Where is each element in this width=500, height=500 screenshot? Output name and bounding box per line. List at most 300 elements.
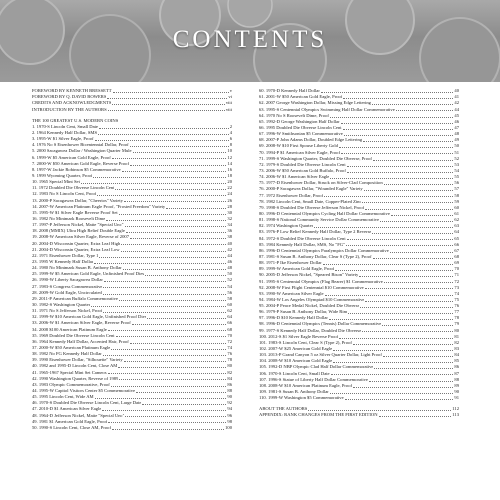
toc-entry-page: 50 — [227, 271, 232, 277]
toc-entry-page: 6 — [229, 136, 232, 142]
toc-entry-title: 72. 1979-S Doubled Die Obverse Lincoln Cent — [259, 161, 346, 167]
dot-leader — [126, 232, 227, 233]
toc-entry-page: 69 — [454, 260, 459, 266]
toc-entry-title: 27. 1983-S Congress Commemorative — [32, 283, 103, 289]
toc-entry-page: 80 — [454, 327, 459, 333]
toc-entry-page: 57 — [454, 186, 459, 192]
dot-leader — [130, 343, 227, 344]
toc-entry-title: 71. 1999-S Washington Quarter, Doubled Die Obverse, Proof — [259, 155, 372, 161]
toc-entry-page: viii — [225, 106, 232, 112]
dot-leader — [93, 177, 226, 178]
toc-entry-title: 109. 1981-S Susan B. Anthony Dollar — [259, 389, 329, 395]
dot-leader — [113, 92, 229, 93]
dot-leader — [383, 356, 454, 357]
dot-leader — [362, 202, 453, 203]
toc-entry-page: 76 — [227, 351, 232, 357]
toc-entry-page: 94 — [227, 406, 232, 412]
toc-entry-page: 92 — [227, 400, 232, 406]
dot-leader — [396, 110, 454, 111]
dot-leader — [94, 263, 226, 264]
dot-leader — [348, 313, 453, 314]
toc-entry-page: 45 — [454, 112, 459, 118]
dot-leader — [314, 227, 453, 228]
toc-entry-title: 36. 1964 Kennedy Half Dollar, Accented Hair, Proof — [32, 338, 129, 344]
dot-leader — [372, 104, 453, 105]
toc-entry-title: 4. 1976 No S Eisenhower Bicentennial Dollar, Proof — [32, 142, 129, 148]
dot-leader — [353, 344, 453, 345]
dot-leader — [119, 300, 226, 301]
dot-leader — [330, 117, 453, 118]
toc-entry-title: 85. 1984 Kennedy Half Dollar, SMS, No "FG" — [259, 241, 345, 247]
dot-leader — [321, 92, 454, 93]
dot-leader — [346, 245, 453, 246]
toc-entry-title: 25. 1999-W $5 American Gold Eagle, Unfinished Proof Dies — [32, 271, 145, 277]
dot-leader — [142, 404, 226, 405]
dot-leader — [107, 98, 227, 99]
toc-entry-title: 96. 1979-P Susan B. Anthony Dollar, Wide Rim — [259, 309, 348, 315]
toc-entry-page: 84 — [454, 352, 459, 358]
dot-leader — [341, 123, 454, 124]
toc-entry-page: 73 — [454, 284, 459, 290]
toc-entry-page: 48 — [454, 131, 459, 137]
toc-entry-title: 101. 1983-S Lincoln Cent, Clear S (Type 2), Proof — [259, 339, 352, 345]
toc-entry-title: 18. 2008 (MMIX) Ultra High Relief Double Eagle — [32, 228, 125, 234]
toc-entry-page: 66 — [227, 320, 232, 326]
toc-entry-title: 60. 1970-D Kennedy Half Dollar — [259, 88, 320, 94]
toc-entry-title: 33. 2006-W $1 American Silver Eagle, Reverse Proof — [32, 320, 131, 326]
toc-entry-title: 26. 1990-W Liberty Sacagawea Dollar — [32, 277, 103, 283]
toc-entry-page: 41 — [454, 94, 459, 100]
toc-entry-page: 63 — [454, 223, 459, 229]
dot-leader — [359, 276, 453, 277]
dot-leader — [97, 195, 226, 196]
toc-entry-title: 13. 2000-P Sacagawea Dollar, "Cheerios" Variety — [32, 197, 123, 203]
toc-entry-title: 83. 1976-P Low Relief Kennedy Half Dollar, Type 2 Reverse — [259, 229, 372, 235]
toc-entry-page: 14 — [227, 160, 232, 166]
toc-entry-page: 47 — [454, 124, 459, 130]
toc-entry-page: 46 — [454, 118, 459, 124]
dot-leader — [136, 392, 226, 393]
toc-entry-title: 42. 1990 Washington Quarter, Reverse of 1989 — [32, 375, 119, 381]
toc-entry-page: 44 — [227, 252, 232, 258]
toc-entry-page: 84 — [227, 375, 232, 381]
toc-entry-page: v — [229, 88, 232, 94]
toc-entry-title: 94. 1984-W Los Angeles Olympiad $10 Commemorative — [259, 296, 365, 302]
dot-leader — [108, 330, 227, 331]
toc-entry-page: 96 — [227, 412, 232, 418]
toc-entry-title: 106. 1970-S Lincoln Cent, Small Date — [259, 370, 330, 376]
toc-entry-page: 16 — [227, 166, 232, 172]
toc-entry-title: 64. 1970 No S Roosevelt Dime, Proof — [259, 112, 329, 118]
dot-leader — [124, 361, 227, 362]
toc-entry-page: 10 — [227, 148, 232, 154]
toc-entry-title: 77. 1972 Eisenhower Dollar, Proof — [259, 192, 324, 198]
dot-leader — [323, 264, 454, 265]
toc-entry-title: 81. 1998-S National Community Service Dollar Commemorative — [259, 217, 380, 223]
dot-leader — [99, 128, 229, 129]
toc-entry-title: FOREWORD BY KENNETH BRESSETT — [32, 88, 112, 94]
dot-leader — [347, 239, 454, 240]
toc-entry-title: 66. 1995 Doubled Die Obverse Lincoln Cent — [259, 124, 342, 130]
toc-entry-title: 6. 1999-W $5 American Gold Eagle, Proof — [32, 154, 111, 160]
dot-leader — [390, 252, 454, 253]
dot-leader — [108, 422, 226, 423]
dot-leader — [124, 201, 226, 202]
toc-entry-title: 35. 1969 Doubled Die Obverse Lincoln Cent — [32, 332, 115, 338]
toc-entry-title: 105. 1992-D NBP Olympic Clad Half Dollar Commemorative — [259, 364, 374, 370]
toc-entry-page: 78 — [454, 315, 459, 321]
dot-leader — [362, 331, 453, 332]
toc-entry — [259, 412, 459, 418]
toc-entry-title: 90. 2005-D Jefferson Nickel, "Speared Bison" Variety — [259, 272, 359, 278]
dot-leader — [373, 258, 454, 259]
dot-leader — [341, 153, 453, 154]
front-matter-list — [32, 88, 232, 113]
toc-entry-page: 48 — [227, 265, 232, 271]
toc-entry-title: 104. 2008-W $10 American Gold Eagle — [259, 358, 333, 364]
toc-entry-page: 12 — [227, 154, 232, 160]
toc-entry-title: 92. 2008-W First Flight Centennial $10 Commemorative — [259, 284, 364, 290]
toc-entry-page: 113 — [452, 412, 459, 418]
toc-entry-title: 107. 1996-S Statue of Liberty Half Dollar Commemorative — [259, 376, 368, 382]
dot-leader — [116, 336, 227, 337]
toc-entry-page: 42 — [227, 246, 232, 252]
toc-entry-page: 52 — [454, 155, 459, 161]
dot-leader — [102, 410, 226, 411]
dot-leader — [373, 160, 453, 161]
toc-entry-page: 60 — [227, 301, 232, 307]
toc-entry-page: 54 — [454, 167, 459, 173]
toc-entry-title: 47. 2010-D $1 American Silver Eagle — [32, 406, 102, 412]
toc-entry-page: 46 — [227, 258, 232, 264]
dot-leader — [103, 355, 227, 356]
toc-entry-title: 45. 1995 Lincoln Cent, Wide AM — [32, 394, 94, 400]
dot-leader — [115, 189, 226, 190]
dot-leader — [103, 294, 227, 295]
dot-leader — [331, 374, 454, 375]
toc-entry-title: 74. 2006-W $1 American Silver Eagle — [259, 174, 330, 180]
toc-entry-page: 66 — [454, 241, 459, 247]
toc-entry-page: 98 — [227, 418, 232, 424]
toc-entry-page: 26 — [227, 197, 232, 203]
toc-entry-page: 75 — [454, 296, 459, 302]
toc-entry-title: 103. 2013-P Grand Canyon 5 oz Silver Quarter Dollar, Light Proof — [259, 352, 382, 358]
toc-entry-page: 60 — [454, 204, 459, 210]
toc-entry-page: 72 — [454, 278, 459, 284]
toc-entry-title: 76. 2000-P Sacagawea Dollar, "Wounded Eagle" Variety — [259, 186, 363, 192]
dot-leader — [353, 387, 453, 388]
dot-leader — [91, 306, 226, 307]
toc-entry-page: 65 — [454, 235, 459, 241]
toc-entry-title: 91. 1995-S Centennial Olympics (Flag Bearer) $1 Commemorative — [259, 278, 383, 284]
toc-entry-title: 20. 2004-D Wisconsin Quarter, Extra Leaf High — [32, 240, 121, 246]
dot-leader — [130, 238, 226, 239]
toc-entry-page: 36 — [227, 228, 232, 234]
toc-entry-page: 87 — [454, 370, 459, 376]
toc-entry-page: 70 — [227, 332, 232, 338]
toc-entry-title: 50. 1990-S Lincoln Cent, Close AM, Proof — [32, 424, 111, 430]
toc-entry-title: 32. 1999-W $10 American Gold Eagle, Unfinished Proof Dies — [32, 314, 147, 320]
dot-leader — [119, 214, 227, 215]
toc-entry-title: 65. 1992-D George Washington Half Dollar — [259, 118, 340, 124]
toc-entry-page: 32 — [227, 216, 232, 221]
toc-entry-page: 20 — [227, 179, 232, 185]
dot-leader — [121, 251, 227, 252]
dot-leader — [365, 301, 453, 302]
dot-leader — [108, 373, 227, 374]
dot-leader — [339, 147, 454, 148]
toc-entry — [32, 425, 232, 431]
toc-entry-title: 67. 1996-W Smithsonian $5 Commemorative — [259, 131, 343, 137]
toc-entry-title: 79. 1998-S Doubled Die Obverse Jefferson Nickel, Proof — [259, 204, 365, 210]
dot-leader — [95, 398, 227, 399]
dot-leader — [123, 269, 227, 270]
toc-entry-title: 41. 1965-1967 Special Mint Set Cameos — [32, 369, 107, 375]
toc-entry-page: 18 — [227, 173, 232, 179]
toc-entry-page: 100 — [225, 424, 232, 430]
toc-entry-title: 61. 2001-W $50 American Gold Eagle, Proof — [259, 94, 343, 100]
toc-entry-page: 88 — [454, 376, 459, 382]
toc-entry-page: 76 — [454, 303, 459, 309]
toc-entry-title: 24. 1980 No Mintmark Susan B. Anthony Dollar — [32, 265, 122, 271]
dot-leader — [130, 165, 226, 166]
dot-leader — [112, 429, 224, 430]
toc-entry-title: 80. 1996-D Centennial Olympics Cycling Half Dollar Commemorative — [259, 210, 390, 216]
toc-entry-page: 4 — [229, 130, 232, 136]
dot-leader — [99, 257, 226, 258]
toc-entry-page: 70 — [454, 266, 459, 272]
toc-entry-title: INTRODUCTION BY THE AUTHORS — [32, 106, 107, 112]
toc-entry-title: 48. 1964-D Jefferson Nickel, Matte "Special Unc" — [32, 412, 125, 418]
section-heading: THE 100 GREATEST U.S. MODERN COINS — [32, 117, 119, 123]
dot-leader — [333, 362, 453, 363]
toc-entry-title: 108. 2008-W $10 American Platinum Eagle, Proof — [259, 382, 353, 388]
toc-entry-title: 44. 1995-W Capitol Visitors Center $5 Commemorative — [32, 387, 136, 393]
toc-entry-title: 15. 1995-W $1 Silver Eagle Reverse Proof Set — [32, 209, 118, 215]
toc-entry-title: 23. 1995 W Kennedy Half Dollar — [32, 258, 94, 264]
toc-entry-page: 59 — [454, 198, 459, 204]
dot-leader — [335, 270, 453, 271]
toc-entry-title: 10. 1965 Special Mint Set — [32, 179, 80, 185]
toc-entry-page: 68 — [227, 326, 232, 332]
dot-leader — [391, 215, 454, 216]
dot-leader — [330, 178, 453, 179]
dot-leader — [364, 190, 454, 191]
toc-entry-title: 63. 1995-S Centennial Olympics Swimming Half Dollar Commemorative — [259, 106, 395, 112]
toc-entry-title: 9. 1999 Wyoming Quarter, Proof — [32, 173, 93, 179]
toc-entry-title: 62. 2007 George Washington Dollar, Missing Edge Lettering — [259, 100, 371, 106]
coin-list-right — [259, 88, 459, 401]
toc-entry-title: FOREWORD BY Q. DAVID BOWERS — [32, 94, 107, 100]
dot-leader — [104, 281, 226, 282]
toc-entry-page: 61 — [454, 210, 459, 216]
toc-entry-page: 40 — [454, 88, 459, 94]
toc-entry-title: 100. 2012-S $1 Silver Eagle Reverse Proof — [259, 333, 339, 339]
toc-entry-page: 24 — [227, 191, 232, 197]
toc-entry-page: 64 — [227, 314, 232, 320]
dot-leader — [112, 104, 224, 105]
toc-entry-title: 3. 1995-W $1 Silver Eagle, Proof — [32, 136, 94, 142]
toc-entry-title: 68. 2007-P John Adams Dollar, Doubled Edge Lettering — [259, 137, 363, 143]
toc-entry-title: 2. 1964 Kennedy Half Dollar, SMS — [32, 130, 98, 136]
toc-entry-page: 8 — [229, 142, 232, 148]
toc-entry-title: 70. 1994-P $1 American Silver Eagle, Proof — [259, 149, 340, 155]
dot-leader — [365, 209, 453, 210]
toc-entry-title: 29. 2011-P American Buffalo Commemorative — [32, 295, 118, 301]
dot-leader — [111, 349, 226, 350]
toc-entry-page: 83 — [454, 346, 459, 352]
dot-leader — [374, 368, 453, 369]
toc-entry-page: 91 — [454, 395, 459, 401]
toc-entry-title: 75. 1977-D Eisenhower Dollar, Struck on Silver-Clad Composition — [259, 180, 383, 186]
toc-entry-page: 44 — [454, 106, 459, 112]
dot-leader — [345, 399, 454, 400]
toc-entry-title: 95. 2004-P Peace Medal Nickel, Doubled Die Obverse — [259, 303, 360, 309]
dot-leader — [81, 183, 227, 184]
toc-entry-title: 34. 2008 $100 American Platinum Eagle — [32, 326, 107, 332]
toc-entry-title: 84. 1972-S Doubled Die Obverse Lincoln Cent — [259, 235, 346, 241]
dot-leader — [98, 134, 229, 135]
toc-entry-page: 42 — [454, 100, 459, 106]
dot-leader — [132, 324, 227, 325]
dot-leader — [384, 184, 454, 185]
toc-entry-page: 86 — [454, 364, 459, 370]
toc-entry-page: 28 — [227, 203, 232, 209]
toc-entry-title: 89. 1999-W American Gold Eagle, Proof — [259, 266, 335, 272]
toc-entry-page: 30 — [227, 209, 232, 215]
toc-entry-title: 98. 1996-D Centennial Olympics (Tennis) Dollar Commemorative — [259, 321, 382, 327]
toc-entry-title: 8. 1997-W Jackie Robinson $5 Commemorative — [32, 166, 121, 172]
toc-entry-title: 12. 1983 No S Lincoln Cent, Proof — [32, 191, 97, 197]
toc-entry-page: 40 — [227, 240, 232, 246]
dot-leader — [325, 295, 454, 296]
dot-leader — [106, 220, 226, 221]
toc-entry-page: 67 — [454, 247, 459, 253]
toc-entry-page: 80 — [227, 363, 232, 369]
dot-leader — [125, 416, 226, 417]
toc-entry-title: 110. 1999-W Washington $5 Commemorative — [259, 395, 344, 401]
dot-leader — [363, 141, 453, 142]
dot-leader — [343, 98, 453, 99]
toc-entry-title: ABOUT THE AUTHORS — [259, 406, 308, 412]
dot-leader — [369, 381, 453, 382]
toc-entry-title: 5. 2000 Sacagawea Dollar / Washington Quarter Mule — [32, 148, 132, 154]
toc-entry-page: 81 — [454, 333, 459, 339]
dot-leader — [108, 110, 225, 111]
toc-entry-title: 39. 1990 Eisenhower Dollar, "Silhouette" Variety — [32, 357, 123, 363]
toc-entry-page: 62 — [454, 217, 459, 223]
dot-leader — [103, 287, 226, 288]
toc-entry-title: 46. 1970-S Doubled Die Obverse Lincoln Cent, Large Date — [32, 400, 142, 406]
dot-leader — [360, 307, 453, 308]
toc-entry-title: 49. 1981 $1 American Gold Eagle, Proof — [32, 418, 108, 424]
dot-leader — [118, 367, 226, 368]
toc-entry-page: 55 — [454, 174, 459, 180]
dot-leader — [329, 319, 454, 320]
toc-entry-page: 56 — [454, 180, 459, 186]
toc-entry-page: 82 — [227, 369, 232, 375]
dot-leader — [379, 416, 452, 417]
toc-entry-page: 38 — [227, 234, 232, 240]
toc-entry-page: 64 — [454, 229, 459, 235]
toc-entry-title: APPENDIX: RANK CHANGES FROM THE FIRST EDITION — [259, 412, 378, 418]
dot-leader — [147, 318, 226, 319]
dot-leader — [111, 386, 227, 387]
toc-entry-title: 19. 2008-W American Silver Eagle, Reverse of 2007 — [32, 234, 129, 240]
toc-entry-page: 56 — [227, 289, 232, 295]
toc-entry-title: 40. 1982 and 1995-D Lincoln Cent, Close AM — [32, 363, 118, 369]
dot-leader — [324, 196, 453, 197]
toc-entry-page: 78 — [227, 357, 232, 363]
toc-left-column — [32, 88, 232, 431]
dot-leader — [125, 226, 227, 227]
toc-entry-page: 34 — [227, 222, 232, 228]
toc-entry-title: 28. 2009-W Gold Eagle, Uncirculated — [32, 289, 102, 295]
toc-entry-page: 71 — [454, 272, 459, 278]
toc-entry-page: 86 — [227, 381, 232, 387]
toc-entry-title: 31. 1971 No S Jefferson Nickel, Proof — [32, 308, 103, 314]
toc-entry-title: 102. 2007-W $25 American Gold Eagle — [259, 346, 333, 352]
toc-entry-page: 58 — [227, 295, 232, 301]
toc-entry-title: 37. 2000-W $50 American Platinum Eagle — [32, 344, 111, 350]
dot-leader — [344, 135, 454, 136]
dot-leader — [95, 140, 229, 141]
toc-entry-page: 89 — [454, 382, 459, 388]
toc-entry-page: 53 — [454, 161, 459, 167]
toc-entry-page: 54 — [227, 283, 232, 289]
dot-leader — [339, 338, 453, 339]
toc-entry-title: 78. 1982 Lincoln Cent, Small Date, Copper-Plated Zinc — [259, 198, 362, 204]
toc-entry-page: 88 — [227, 387, 232, 393]
toc-entry-page: 62 — [227, 308, 232, 314]
dot-leader — [133, 152, 227, 153]
toc-entry-page: 90 — [454, 389, 459, 395]
header-banner — [0, 0, 500, 82]
toc-entry-page: 2 — [229, 123, 232, 129]
toc-entry-page: viii — [225, 100, 232, 106]
toc-entry-page: 68 — [454, 253, 459, 259]
toc-entry-title: 43. 1983 Olympic Commemorative, Proof — [32, 381, 110, 387]
toc-entry-title: 21. 2004-D Wisconsin Quarter, Extra Leaf Low — [32, 246, 120, 252]
toc-entry-title: 11. 1972 Doubled Die Obverse Lincoln Cent — [32, 185, 115, 191]
dot-leader — [347, 166, 454, 167]
toc-entry-page: 112 — [452, 406, 459, 412]
toc-entry-page: 58 — [454, 192, 459, 198]
toc-entry-title: 88. 1971-P Ike Eisenhower Dollar — [259, 260, 322, 266]
toc-entry-title: 30. 1982-S Washington Quarter — [32, 301, 91, 307]
coin-list-left — [32, 124, 232, 431]
dot-leader — [145, 275, 226, 276]
dot-leader — [333, 350, 453, 351]
toc-entry-page: 50 — [454, 143, 459, 149]
dot-leader — [119, 379, 226, 380]
toc-entry-page: 74 — [227, 344, 232, 350]
toc-entry-page: 85 — [454, 358, 459, 364]
page-title: CONTENTS — [172, 26, 328, 53]
toc-entry-page: 52 — [227, 277, 232, 283]
toc-entry-title: 97. 1996-D $10 Kennedy Half Dollar — [259, 315, 328, 321]
toc-entry-title: 16. 1982 No Mintmark Roosevelt Dime — [32, 216, 106, 221]
back-matter-list — [259, 406, 459, 418]
toc-entry-title: 1. 1970-S Lincoln Cent, Small Date — [32, 123, 98, 129]
dot-leader — [365, 288, 454, 289]
dot-leader — [330, 393, 454, 394]
toc-entry-title: 14. 2007-W American Platinum Eagle Proof, "Frosted Freedom" Variety — [32, 203, 166, 209]
toc-entry-title: 17. 1997-P Jefferson Nickel, Matte "Special Unc" — [32, 222, 124, 228]
toc-entry-title: 87. 1981-S Susan B. Anthony Dollar, Clear S (Type 2), Proof — [259, 253, 372, 259]
dot-leader — [384, 282, 454, 283]
toc-entry-title: 38. 1982 No FG Kennedy Half Dollar — [32, 351, 102, 357]
